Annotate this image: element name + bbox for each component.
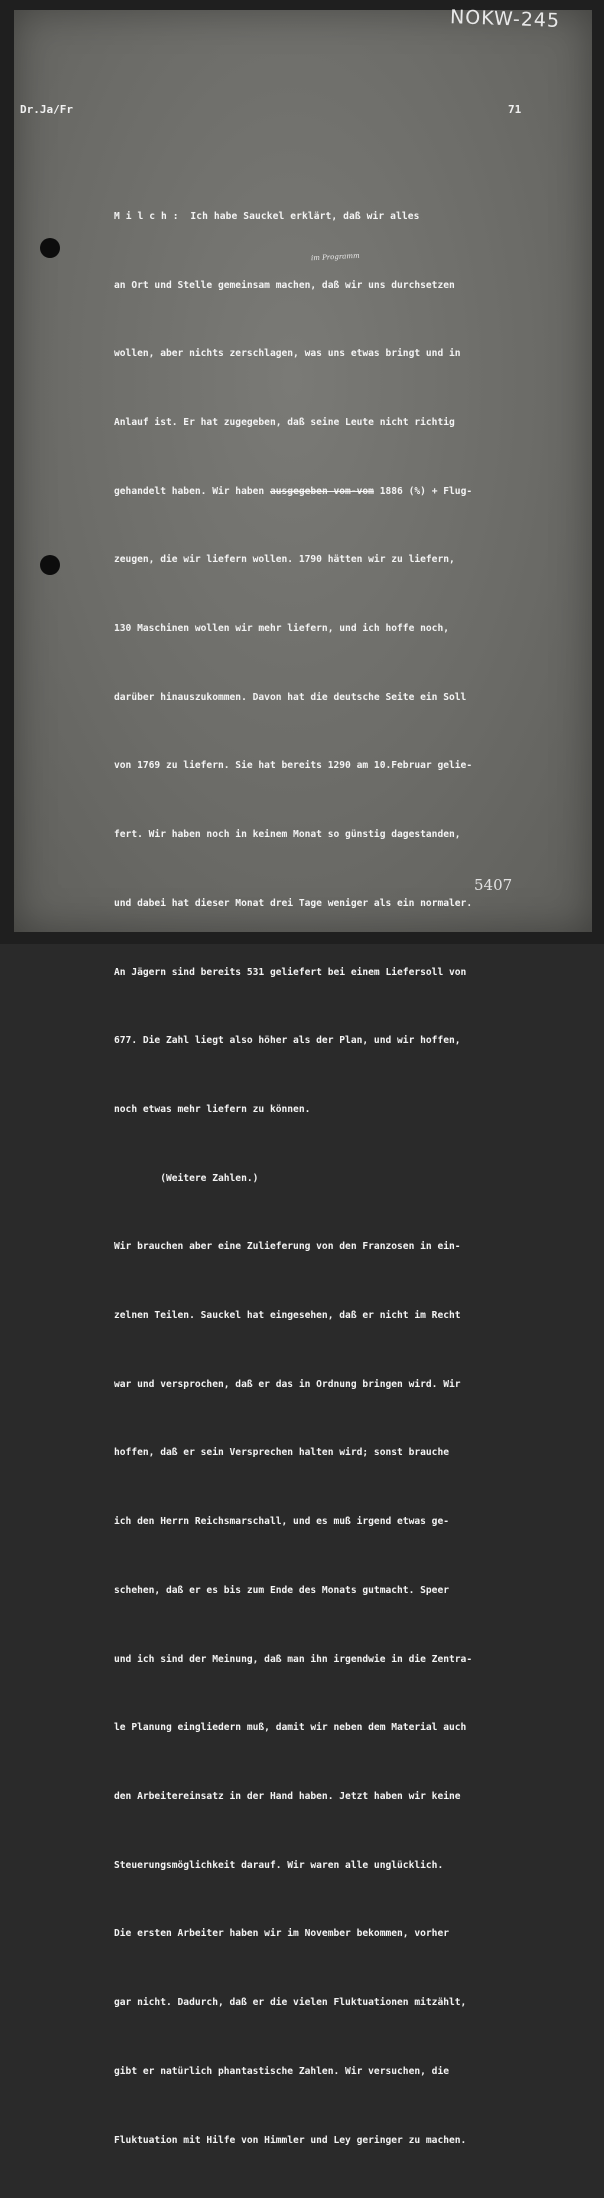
document-stamp: NOKW-245 [449,6,561,32]
page-number: 5407 [474,876,513,894]
header-reference: Dr.Ja/Fr [20,103,73,116]
text-line: fert. Wir haben noch in keinem Monat so günstig dagestanden, [114,829,461,841]
text-line: zelnen Teilen. Sauckel hat eingesehen, daß er nicht im Recht [114,1310,461,1322]
text-line: darüber hinauszukommen. Davon hat die deutsche Seite ein Soll [114,691,467,703]
text-line: zeugen, die wir liefern wollen. 1790 hätten wir zu liefern, [114,554,455,566]
text-line: hoffen, daß er sein Versprechen halten wird; sonst brauche [114,1447,450,1459]
text-line: Fluktuation mit Hilfe von Himmler und Ley geringer zu machen. [114,2134,467,2146]
text-line [114,481,554,504]
text-line: le Planung eingliedern muß, damit wir neben dem Material auch [114,1722,467,1734]
punch-hole [40,238,60,258]
text-line: Die ersten Arbeiter haben wir im November bekommen, vorher [114,1928,450,1940]
text-line: war und versprochen, daß er das in Ordnung bringen wird. Wir [114,1378,461,1390]
text-line: ich den Herrn Reichsmarschall, und es muß irgend etwas ge- [114,1516,450,1528]
text-line: Steuerungsmöglichkeit darauf. Wir waren alle unglücklich. [114,1859,444,1871]
text-line: M i l c h : Ich habe Sauckel erklärt, daß wir alles [114,210,420,222]
text-line: Anlauf ist. Er hat zugegeben, daß seine Leute nicht richtig [114,416,455,428]
text-line: wollen, aber nichts zerschlagen, was uns etwas bringt und in [114,348,461,360]
text-fragment: gehandelt haben. Wir haben [114,485,265,497]
struck-text: ausgegeben vom-vom [269,485,374,497]
section-note: (Weitere Zahlen.) [114,1172,259,1184]
text-line: schehen, daß er es bis zum Ende des Monats gutmacht. Speer [114,1584,450,1596]
text-line: An Jägern sind bereits 531 geliefert bei einem Liefersoll von [114,966,467,978]
text-line: Wir brauchen aber eine Zulieferung von den Franzosen in ein- [114,1241,461,1253]
header-page-marker: 71 [508,103,522,116]
text-line: gar nicht. Dadurch, daß er die vielen Fluktuationen mitzählt, [114,1997,467,2009]
text-line: noch etwas mehr liefern zu können. [114,1103,311,1115]
text-line: und ich sind der Meinung, daß man ihn irgendwie in die Zentra- [114,1653,473,1665]
transcript-text [114,160,554,2198]
text-fragment: 1886 (%) + Flug- [373,485,473,497]
punch-hole [40,555,60,575]
handwritten-insertion: im Programm [310,251,360,263]
text-line: und dabei hat dieser Monat drei Tage weniger als ein normaler. [114,897,473,909]
text-line: gibt er natürlich phantastische Zahlen. Wir versuchen, die [114,2065,450,2077]
text-line: an Ort und Stelle gemeinsam machen, daß wir uns durchsetzen [114,279,455,291]
text-line: 677. Die Zahl liegt also höher als der Plan, und wir hoffen, [114,1035,461,1047]
text-line: den Arbeitereinsatz in der Hand haben. Jetzt haben wir keine [114,1790,461,1802]
text-line: von 1769 zu liefern. Sie hat bereits 1290 am 10.Februar gelie- [114,760,473,772]
text-line: 130 Maschinen wollen wir mehr liefern, und ich hoffe noch, [114,623,450,635]
